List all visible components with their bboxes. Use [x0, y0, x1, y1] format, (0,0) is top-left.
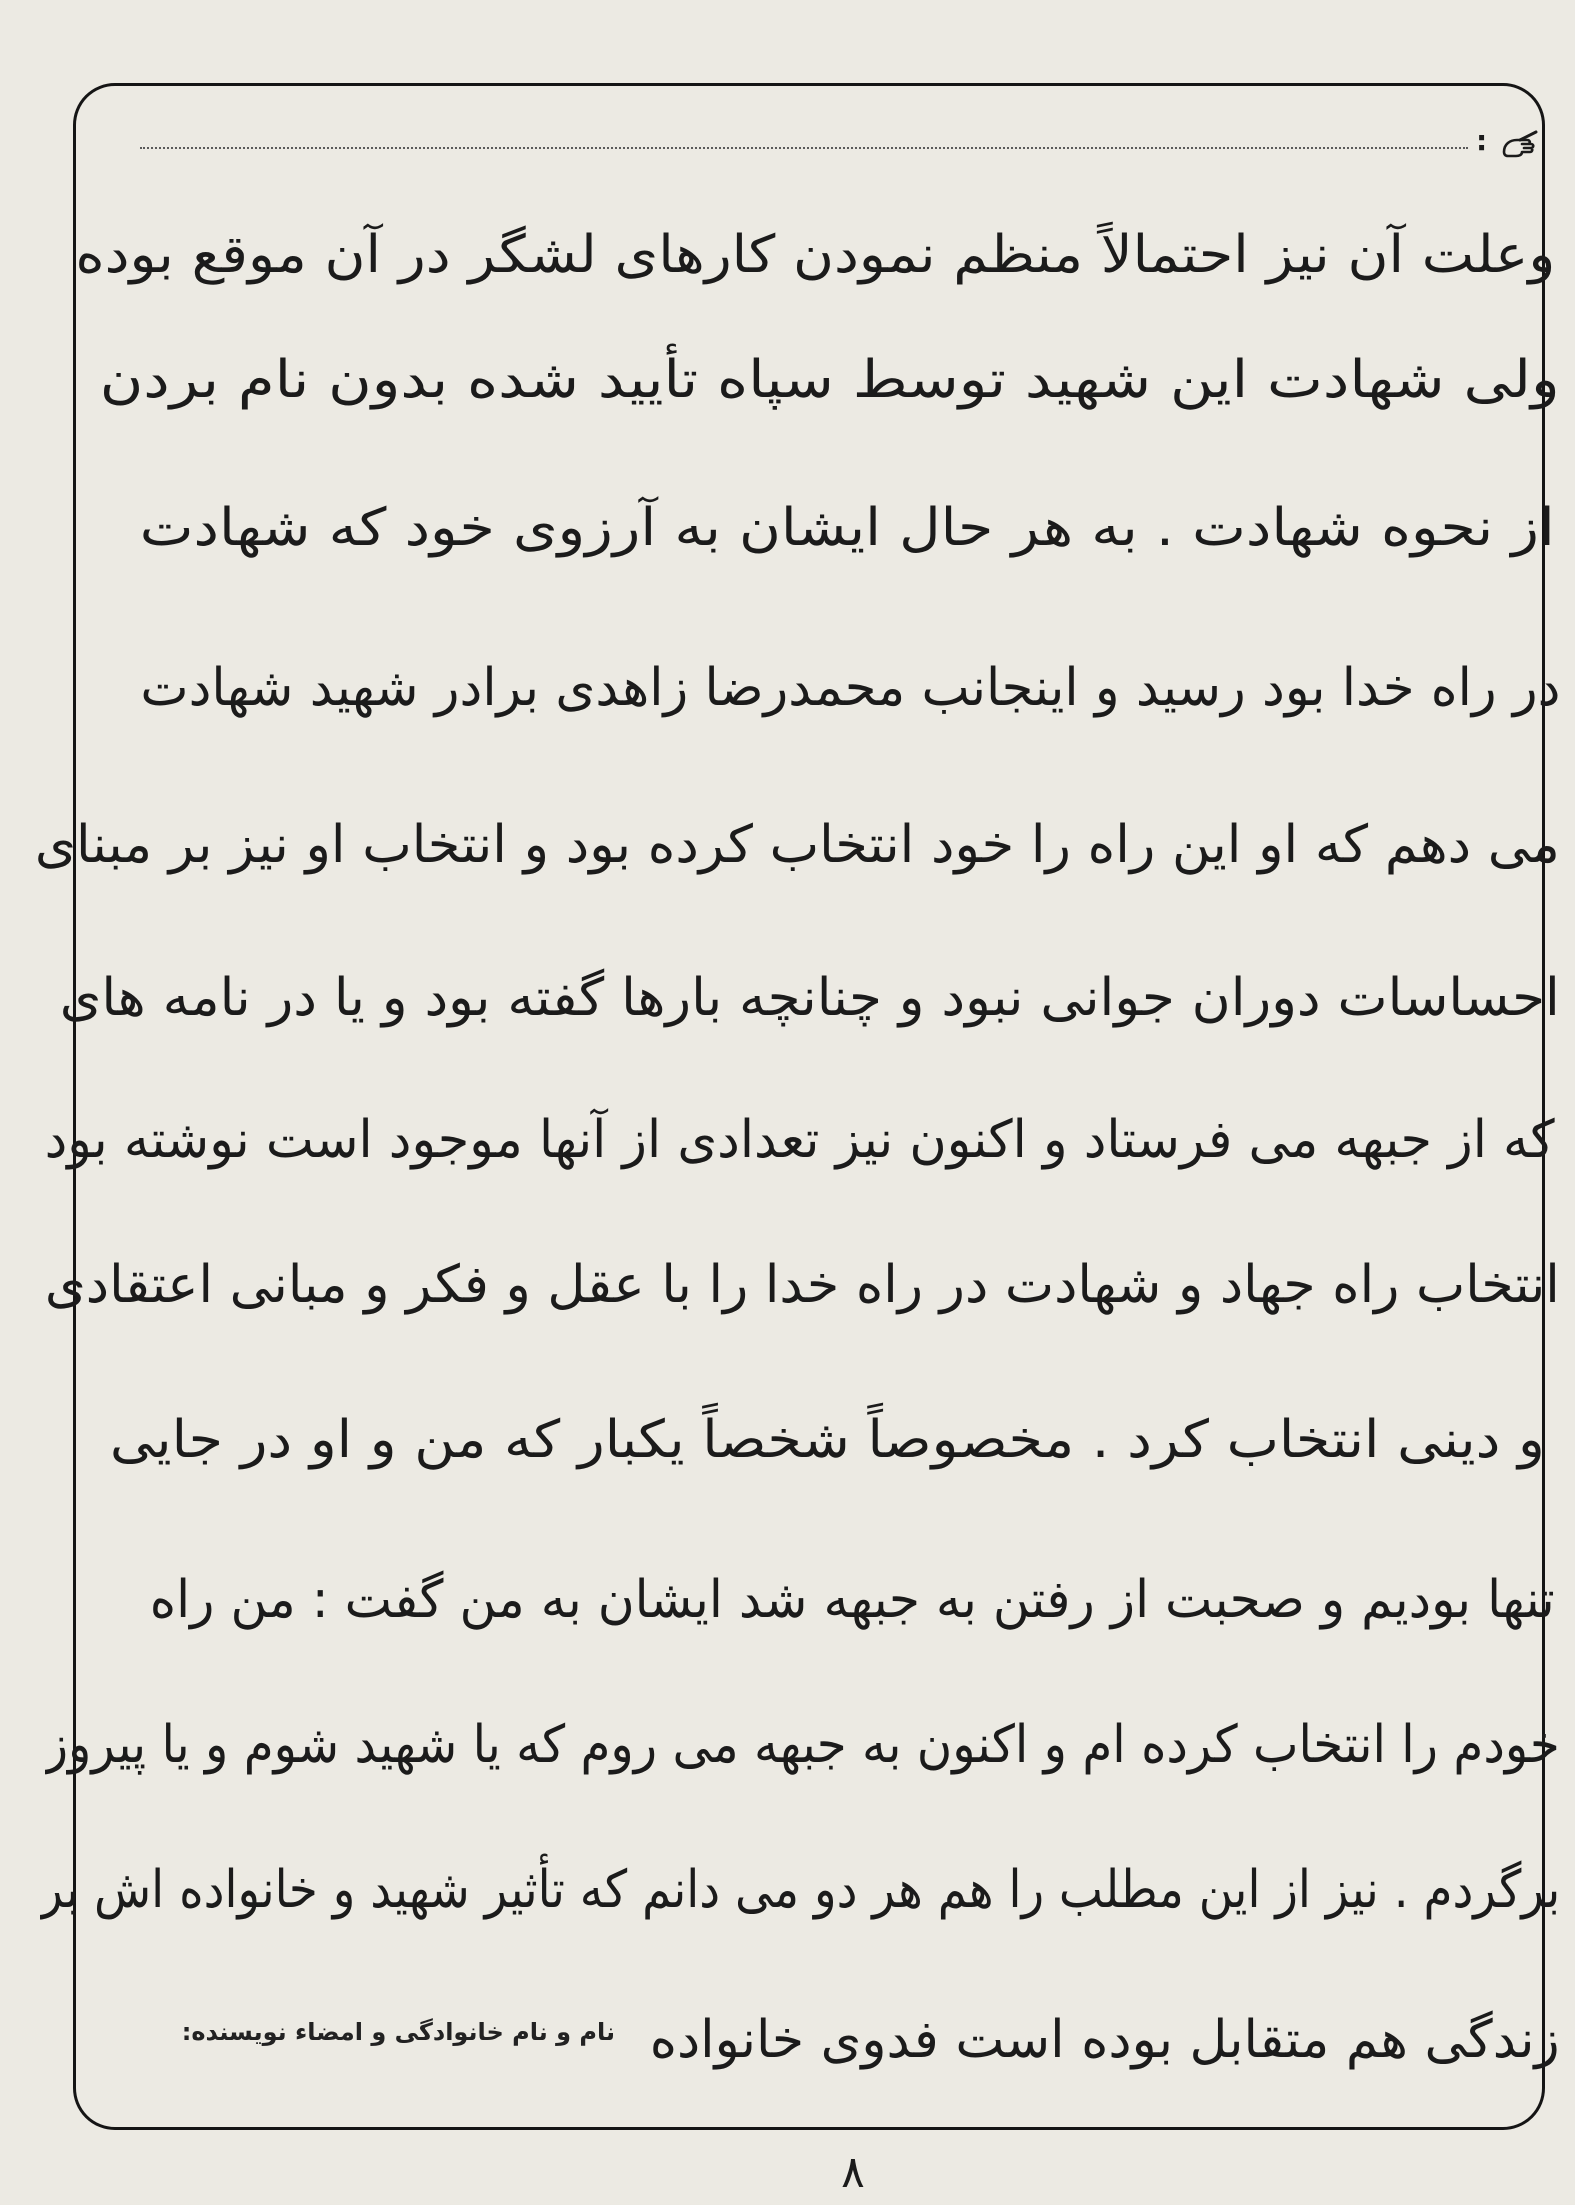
handwritten-line: احساسات دوران جوانی نبود و چنانچه بارها گفته بود و یا در نامه های [60, 968, 1560, 1028]
handwritten-line: ولی شهادت این شهید توسط سپاه تأیید شده بدون نام بردن [100, 350, 1560, 410]
handwritten-line: در راه خدا بود رسید و اینجانب محمدرضا زاهدی برادر شهید شهادت [140, 658, 1560, 718]
handwritten-line: خودم را انتخاب کرده ام و اکنون به جبهه می روم که یا شهید شوم و یا پیروز [45, 1715, 1560, 1775]
handwritten-line: که از جبهه می فرستاد و اکنون نیز تعدادی از آنها موجود است نوشته بود [45, 1110, 1555, 1170]
header-colon: : [1476, 124, 1488, 157]
handwritten-line: برگردم . نیز از این مطلب را هم هر دو می دانم که تأثیر شهید و خانواده اش بر [40, 1860, 1560, 1920]
page-number: ۸ [841, 2147, 865, 2198]
handwritten-line: انتخاب راه جهاد و شهادت در راه خدا را با عقل و فکر و مبانی اعتقادی [45, 1255, 1560, 1315]
handwritten-line: تنها بودیم و صحبت از رفتن به جبهه شد ایشان به من گفت : من راه [150, 1570, 1555, 1630]
signature-label: نام و نام خانوادگی و امضاء نویسنده: [181, 2018, 615, 2046]
handwritten-line: وعلت آن نیز احتمالاً منظم نمودن کارهای لشگر در آن موقع بوده [75, 225, 1555, 285]
handwritten-line: از نحوه شهادت . به هر حال ایشان به آرزوی خود که شهادت [140, 498, 1555, 558]
handwritten-line: و دینی انتخاب کرد . مخصوصاً شخصاً یکبار که من و او در جایی [110, 1410, 1545, 1470]
handwritten-line: زندگی هم متقابل بوده است فدوی خانواده [650, 2010, 1560, 2070]
handwritten-line: می دهم که او این راه را خود انتخاب کرده بود و انتخاب او نیز بر مبنای [35, 815, 1560, 875]
